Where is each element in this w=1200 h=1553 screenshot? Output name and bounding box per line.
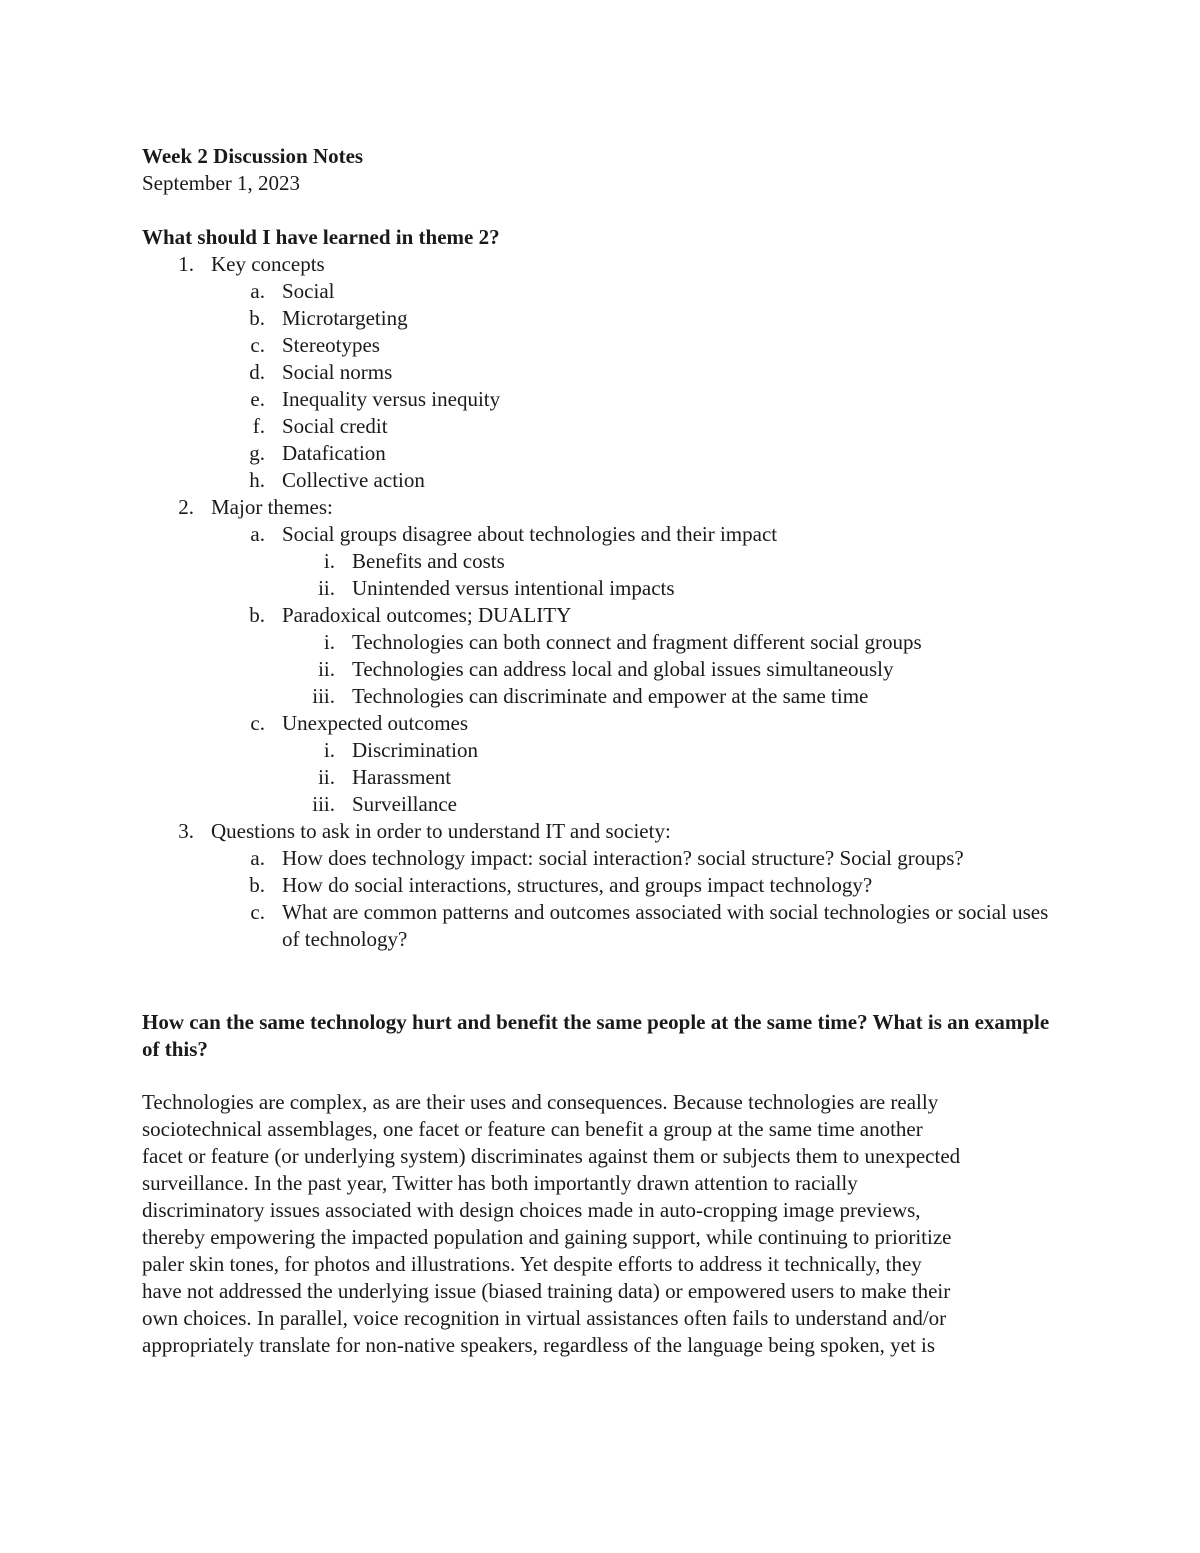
list-item-text: Technologies can discriminate and empower at the same time [352,684,869,708]
list-marker: d. [249,360,265,384]
paragraph-line: Technologies are complex, as are their uses and consequences. Because technologies are really [142,1090,939,1114]
list-marker: 1. [178,252,194,276]
list-item-text: Unintended versus intentional impacts [352,576,675,600]
list-item [0,764,1200,791]
answer-paragraph [142,1089,1082,1359]
list-item [0,791,1200,818]
list-item [0,467,1200,494]
list-marker: 3. [178,819,194,843]
list-marker: b. [249,306,265,330]
list-item-text: Social norms [282,360,393,384]
list-item [0,548,1200,575]
list-item [0,656,1200,683]
paragraph-line: facet or feature (or underlying system) discriminates against them or subjects them to unexpected [142,1144,961,1168]
list-item-text: Discrimination [352,738,478,762]
list-item-text: How does technology impact: social interaction? social structure? Social groups? [282,846,964,870]
list-marker: iii. [312,684,335,708]
list-item-text: Harassment [352,765,452,789]
list-item-text: Surveillance [352,792,457,816]
list-marker: c. [250,711,265,735]
list-marker: e. [250,387,265,411]
paragraph-line: appropriately translate for non-native speakers, regardless of the language being spoken, yet is [142,1333,936,1357]
paragraph-line: paler skin tones, for photos and illustrations. Yet despite efforts to address it technically, they [142,1252,922,1276]
list-item-text: Key concepts [211,252,325,276]
paragraph-line: own choices. In parallel, voice recognition in virtual assistances often fails to understand and/or [142,1306,947,1330]
list-item [0,629,1200,656]
list-item [0,602,1200,629]
list-marker: 2. [178,495,194,519]
list-item-text: Collective action [282,468,425,492]
list-marker: b. [249,873,265,897]
list-item [0,278,1200,305]
list-item [0,359,1200,386]
list-item-text: Inequality versus inequity [282,387,501,411]
list-item [0,413,1200,440]
list-marker: g. [249,441,265,465]
list-item-text: Stereotypes [282,333,380,357]
list-item [0,683,1200,710]
list-marker: f. [252,414,265,438]
section-heading-theme-2: What should I have learned in theme 2? [142,225,500,249]
list-item-text: Technologies can both connect and fragment different social groups [352,630,922,654]
paragraph-line: surveillance. In the past year, Twitter has both importantly drawn attention to racially [142,1171,858,1195]
paragraph-line: have not addressed the underlying issue (biased training data) or empowered users to make their [142,1279,951,1303]
list-marker: h. [249,468,265,492]
list-item-text: Social credit [282,414,388,438]
outline-list [0,251,1200,953]
list-item-text: What are common patterns and outcomes associated with social technologies or social uses of technology? [282,900,1049,951]
list-item [0,251,1200,278]
list-item [0,899,1200,953]
list-marker: a. [250,846,265,870]
list-item [0,818,1200,845]
list-marker: ii. [318,657,335,681]
list-item [0,872,1200,899]
list-item [0,440,1200,467]
list-item-text: Paradoxical outcomes; DUALITY [282,603,572,627]
list-marker: a. [250,279,265,303]
list-item [0,845,1200,872]
list-item [0,737,1200,764]
list-marker: iii. [312,792,335,816]
list-item [0,305,1200,332]
document-date: September 1, 2023 [142,171,301,195]
list-marker: i. [323,630,335,654]
list-item [0,710,1200,737]
list-marker: a. [250,522,265,546]
list-item-text: Microtargeting [282,306,408,330]
list-item [0,494,1200,521]
paragraph-line: thereby empowering the impacted population and gaining support, while continuing to prioritize [142,1225,952,1249]
list-marker: c. [250,900,265,924]
list-marker: i. [323,549,335,573]
list-marker: i. [323,738,335,762]
paragraph-line: sociotechnical assemblages, one facet or feature can benefit a group at the same time another [142,1117,923,1141]
document-title: Week 2 Discussion Notes [142,144,364,168]
list-item-text: Unexpected outcomes [282,711,469,735]
list-marker: c. [250,333,265,357]
paragraph-line: discriminatory issues associated with design choices made in auto-cropping image previews, [142,1198,921,1222]
list-item-text: Technologies can address local and global issues simultaneously [352,657,894,681]
list-item-text: Social groups disagree about technologies and their impact [282,522,778,546]
list-marker: ii. [318,765,335,789]
list-item [0,575,1200,602]
list-item-text: Major themes: [211,495,333,519]
list-item [0,521,1200,548]
list-item-text: How do social interactions, structures, and groups impact technology? [282,873,873,897]
list-item [0,332,1200,359]
list-item-text: Benefits and costs [352,549,505,573]
list-item-text: Questions to ask in order to understand IT and society: [211,819,671,843]
list-marker: ii. [318,576,335,600]
list-marker: b. [249,603,265,627]
list-item-text: Datafication [282,441,386,465]
question-heading: How can the same technology hurt and benefit the same people at the same time? What is an example of this? [142,1010,1050,1061]
list-item-text: Social [282,279,335,303]
list-item [0,386,1200,413]
